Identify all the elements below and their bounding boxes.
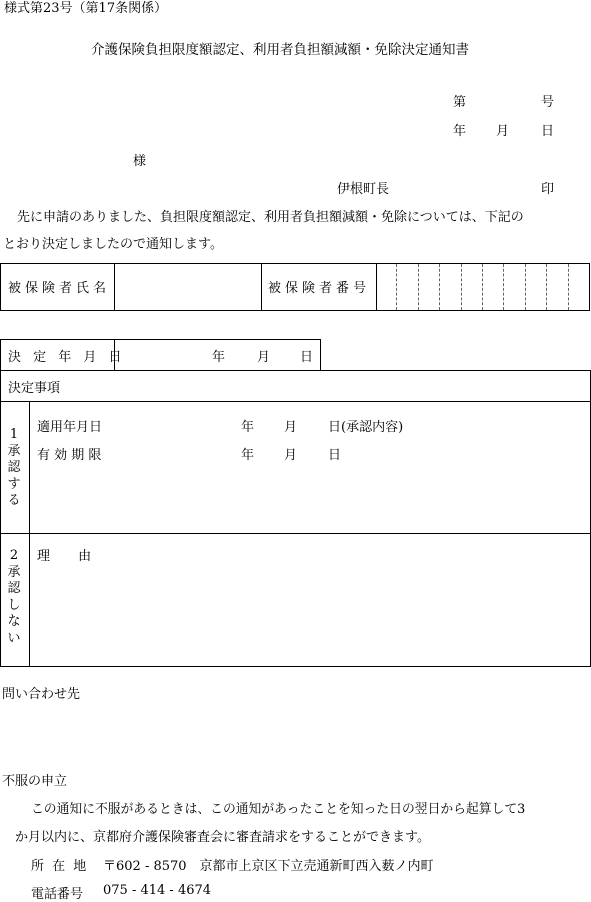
phone-value: 075 - 414 - 4674 bbox=[103, 883, 212, 898]
objection-heading: 不服の申立 bbox=[2, 774, 68, 789]
date-tsuki: 月 bbox=[496, 124, 510, 139]
intro-line-1: 先に申請のありました、負担限度額認定、利用者負担額減額・免除については、下記の bbox=[17, 210, 524, 225]
insured-number-label: 被保険者番号 bbox=[268, 281, 371, 296]
number-go: 号 bbox=[541, 95, 555, 110]
insured-name-field[interactable] bbox=[116, 265, 259, 309]
form-number: 様式第23号（第17条関係） bbox=[4, 1, 168, 16]
decision-date-label: 決 定 年 月 日 bbox=[8, 350, 126, 365]
address-value: 〒602 - 8570 京都市上京区下立売通新町西入薮ノ内町 bbox=[103, 859, 434, 874]
approved-content-label: 日(承認内容) bbox=[328, 420, 404, 435]
intro-line-2: とおり決定しましたので通知します。 bbox=[3, 237, 223, 252]
valid-period-label: 有 効 期 限 bbox=[37, 448, 102, 463]
document-title: 介護保険負担限度額認定、利用者負担額減額・免除決定通知書 bbox=[91, 42, 469, 58]
issuer-name: 伊根町長 bbox=[337, 182, 390, 197]
seal-mark: 印 bbox=[541, 182, 555, 197]
address-label: 所 在 地 bbox=[31, 859, 89, 874]
date-nen: 年 bbox=[453, 124, 467, 139]
number-dai: 第 bbox=[453, 95, 467, 110]
valid-period-nen: 年 bbox=[241, 448, 255, 463]
date-hi: 日 bbox=[541, 124, 555, 139]
approve-label: 1承認する bbox=[7, 427, 21, 508]
decision-matters-label: 決定事項 bbox=[8, 381, 61, 396]
decision-matters-table bbox=[0, 370, 591, 667]
apply-date-tsuki: 月 bbox=[284, 420, 298, 435]
valid-period-tsuki: 月 bbox=[284, 448, 298, 463]
decision-date-hi: 日 bbox=[300, 350, 314, 365]
reason-label: 理 由 bbox=[37, 549, 104, 564]
insured-name-label: 被保険者氏名 bbox=[8, 281, 111, 296]
contact-label: 問い合わせ先 bbox=[2, 687, 81, 702]
decision-date-nen: 年 bbox=[212, 350, 226, 365]
phone-label: 電話番号 bbox=[31, 887, 84, 902]
decision-date-tsuki: 月 bbox=[257, 350, 271, 365]
objection-line-2: か月以内に、京都府介護保険審査会に審査請求をすることができます。 bbox=[15, 830, 430, 845]
apply-date-label: 適用年月日 bbox=[37, 420, 103, 435]
apply-date-nen: 年 bbox=[241, 420, 255, 435]
insured-number-field[interactable] bbox=[377, 264, 589, 310]
objection-line-1: この通知に不服があるときは、この通知があったことを知った日の翌日から起算して3 bbox=[31, 802, 526, 817]
addressee-sama: 様 bbox=[133, 154, 147, 169]
reject-label: 2承認しない bbox=[7, 548, 21, 646]
valid-period-hi: 日 bbox=[328, 448, 342, 463]
